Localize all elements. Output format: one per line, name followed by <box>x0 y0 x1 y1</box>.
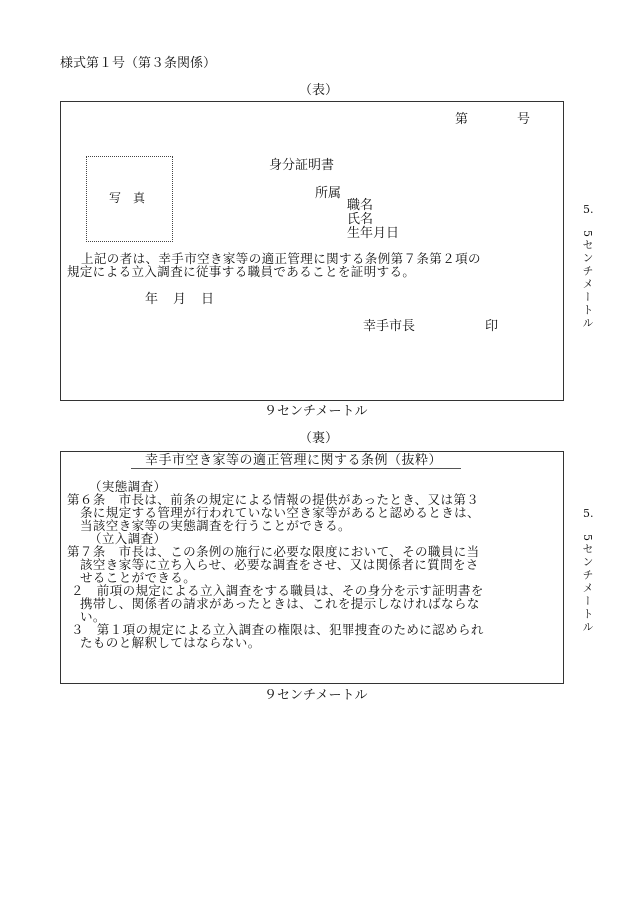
certificate-number-prefix: 第 <box>455 112 469 127</box>
back-width-label: ９センチメートル <box>264 688 368 703</box>
excerpt-line: ２ 前項の規定による立入調査をする職員は、その身分を示す証明書を <box>71 583 484 598</box>
back-card <box>60 451 564 684</box>
back-heading: （裏） <box>299 431 339 446</box>
excerpt-line: たものと解釈してはならない。 <box>80 635 261 650</box>
issue-date: 年 月 日 <box>145 292 216 307</box>
birth-date-label: 生年月日 <box>347 226 400 241</box>
certificate-title: 身分証明書 <box>269 158 335 173</box>
excerpt-line: い。 <box>80 609 106 624</box>
seal-mark: 印 <box>485 319 499 334</box>
excerpt-line: 当該空き家等の実態調査を行うことができる。 <box>80 518 351 533</box>
statement-line: 上記の者は、幸手市空き家等の適正管理に関する条例第７条第２項の <box>81 251 481 266</box>
front-heading: （表） <box>299 83 339 98</box>
issuer-name: 幸手市長 <box>363 319 416 334</box>
photo-placeholder <box>86 156 173 242</box>
excerpt-line: 該空き家等に立ち入らせ、必要な調査をさせ、又は関係者に質問をさ <box>80 557 479 572</box>
excerpt-title: 幸手市空き家等の適正管理に関する条例（抜粋） <box>145 453 443 468</box>
statement-line: 規定による立入調査に従事する職員であることを証明する。 <box>67 264 416 279</box>
affiliation-label: 所属 <box>315 186 342 201</box>
excerpt-line: 条に規定する管理が行われていない空き家等があると認めるときは、 <box>80 505 480 520</box>
front-card <box>60 101 564 401</box>
certificate-number-suffix: 号 <box>517 112 531 127</box>
excerpt-line: ３ 第１項の規定による立入調査の権限は、犯罪捜査のために認められ <box>71 622 484 637</box>
excerpt-line: （立入調査） <box>89 531 167 546</box>
excerpt-line: 第７条 市長は、この条例の施行に必要な限度において、その職員に当 <box>67 544 480 559</box>
photo-label: 写 真 <box>109 191 146 205</box>
back-height-number: 5. <box>583 507 594 520</box>
title-underline <box>131 468 461 469</box>
form-label: 様式第１号（第３条関係） <box>60 56 217 71</box>
front-width-label: ９センチメートル <box>264 404 368 419</box>
excerpt-line: 第６条 市長は、前条の規定による情報の提供があったとき、又は第３ <box>67 492 480 507</box>
name-label: 氏名 <box>347 212 374 227</box>
job-title-label: 職名 <box>347 198 374 213</box>
front-height-unit: 5センチメートル <box>581 230 594 330</box>
excerpt-line: せることができる。 <box>80 570 197 585</box>
excerpt-line: 携帯し、関係者の請求があったときは、これを提示しなければならな <box>80 596 480 611</box>
certification-statement <box>67 251 481 279</box>
front-height-number: 5. <box>583 203 594 216</box>
back-height-unit: 5センチメートル <box>581 534 594 634</box>
excerpt-line: （実態調査） <box>89 479 167 494</box>
ordinance-excerpt <box>67 480 484 649</box>
